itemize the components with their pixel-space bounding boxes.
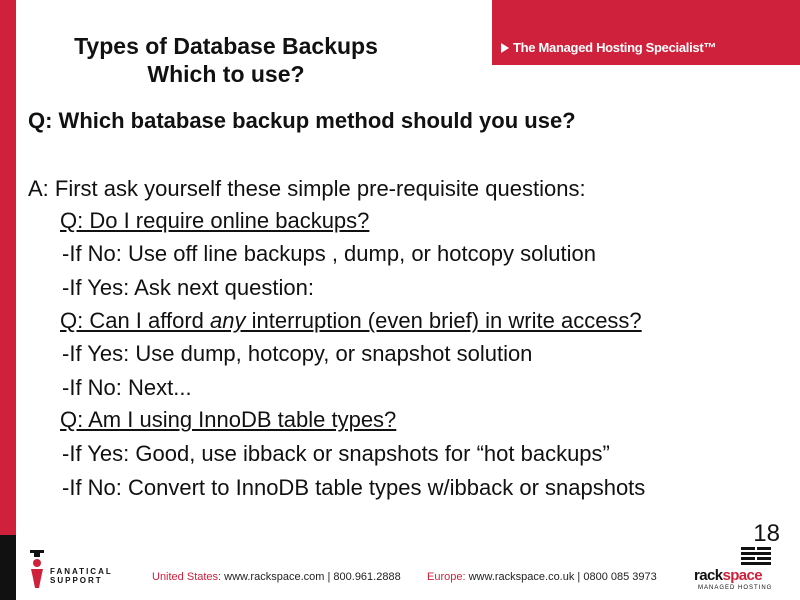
page-number: 18 [753, 520, 780, 547]
us-phone: 800.961.2888 [333, 571, 401, 583]
logo-subtitle: MANAGED HOSTING [698, 585, 773, 591]
tagline-text: The Managed Hosting Specialist™ [513, 40, 717, 55]
rackspace-bars-icon [741, 547, 771, 565]
question-3: Q: Am I using InnoDB table types? [60, 407, 397, 432]
question-3-no: -If No: Convert to InnoDB table types w/ibback or snapshots [62, 475, 646, 500]
fanatical-text [50, 567, 113, 585]
question-1: Q: Do I require online backups? [60, 208, 370, 233]
fanatical-support-logo [26, 547, 116, 592]
question-2 [60, 308, 642, 334]
question-2-part-2: interruption (even brief) in write access? [245, 308, 642, 333]
tagline-banner [492, 0, 800, 65]
question-2-part-1: Q: Can I afford [60, 308, 211, 333]
us-label: United States: [152, 571, 222, 583]
us-separator: | [327, 571, 331, 583]
eu-separator: | [577, 571, 581, 583]
fanatical-line-1: FANATICAL [50, 567, 113, 576]
eu-contact [427, 571, 657, 583]
main-question: Q: Which batabase backup method should you use? [28, 108, 576, 133]
left-black-bar [0, 535, 16, 600]
logo-rack: rack [694, 567, 723, 584]
logo-space: space [722, 567, 763, 584]
us-site[interactable]: www.rackspace.com [224, 571, 325, 583]
title-line-2: Which to use? [147, 61, 305, 87]
rackspace-wordmark [694, 567, 762, 584]
tagline [501, 40, 716, 55]
eu-phone: 0800 085 3973 [583, 571, 657, 583]
question-2-emphasis: any [210, 308, 246, 333]
question-2-yes: -If Yes: Use dump, hotcopy, or snapshot solution [62, 341, 533, 366]
question-1-no: -If No: Use off line backups , dump, or hotcopy solution [62, 241, 596, 266]
question-3-yes: -If Yes: Good, use ibback or snapshots for “hot backups” [62, 441, 610, 466]
rackspace-logo [694, 547, 784, 595]
slide-title [0, 32, 452, 88]
answer-intro: A: First ask yourself these simple pre-requisite questions: [28, 176, 586, 201]
fanatical-line-2: SUPPORT [50, 576, 103, 585]
us-contact [152, 571, 401, 583]
fanatical-figure-icon [28, 550, 46, 588]
title-line-1: Types of Database Backups [74, 33, 378, 59]
eu-site[interactable]: www.rackspace.co.uk [468, 571, 575, 583]
eu-label: Europe: [427, 571, 466, 583]
play-arrow-icon [501, 43, 509, 53]
question-1-yes: -If Yes: Ask next question: [62, 275, 314, 300]
question-2-no: -If No: Next... [62, 375, 192, 400]
